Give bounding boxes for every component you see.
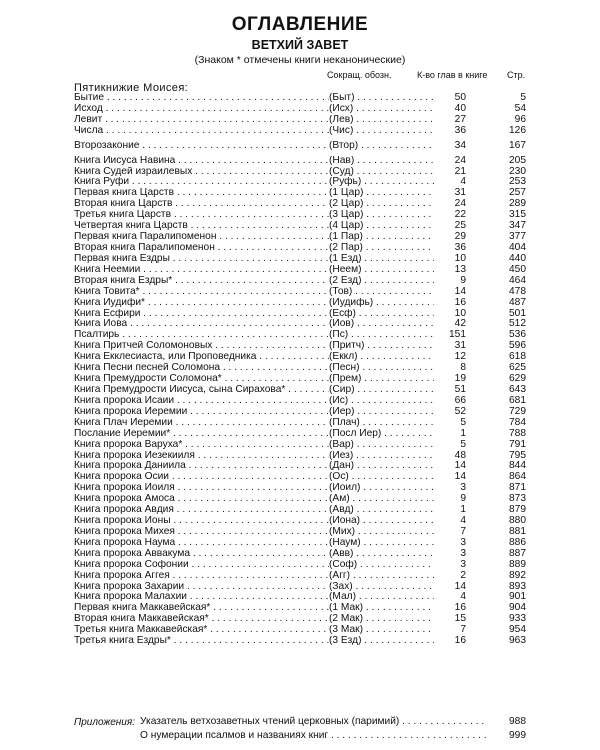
chapter-count: 3	[434, 483, 466, 494]
book-title: Числа . . .	[74, 126, 329, 137]
book-title: Третья книга Ездры* . . .	[74, 636, 329, 647]
toc-entry[interactable]	[74, 569, 526, 582]
page-number: 96	[514, 113, 526, 125]
chapter-count: 10	[434, 254, 466, 265]
book-abbreviation: (Суд) . . .	[329, 167, 439, 178]
book-abbreviation: (Иудифь) . . .	[329, 298, 439, 309]
book-abbreviation: (Исх) . . .	[329, 104, 439, 115]
book-title: Книга пророка Исаии . . .	[74, 396, 329, 407]
page-number: 784	[509, 416, 526, 428]
page-number: 126	[509, 124, 526, 136]
book-abbreviation: (4 Цар) . . .	[329, 221, 439, 232]
chapter-count: 12	[434, 352, 466, 363]
book-title: Книга пророка Ионы . . .	[74, 516, 329, 527]
toc-entries	[74, 92, 526, 647]
chapter-count: 3	[434, 538, 466, 549]
toc-entry[interactable]	[74, 613, 526, 625]
book-abbreviation: (1 Цар) . . .	[329, 188, 439, 199]
chapter-count: 29	[434, 232, 466, 243]
book-title: Книга пророка Захарии . . .	[74, 582, 329, 593]
chapter-count: 50	[434, 93, 466, 104]
page-number: 230	[509, 165, 526, 177]
page-number: 880	[509, 515, 526, 527]
toc-entry[interactable]	[74, 449, 526, 462]
toc-entry[interactable]	[74, 591, 526, 603]
book-title: Книга Есфири . . .	[74, 309, 329, 320]
page-number: 643	[509, 383, 526, 395]
appendix-label: Приложения:	[74, 717, 135, 728]
book-abbreviation: (Прем) . . .	[329, 374, 439, 385]
page-number: 886	[509, 536, 526, 548]
page-number: 404	[509, 241, 526, 253]
toc-entry[interactable]	[74, 92, 526, 104]
toc-entry[interactable]	[74, 547, 526, 560]
book-title: Книга пророка Иезекииля . . .	[74, 451, 329, 462]
page-number: 5	[520, 92, 526, 103]
page-number: 536	[509, 329, 526, 341]
chapter-count: 24	[434, 199, 466, 210]
book-abbreviation: (Посл Иер) . . .	[329, 429, 439, 440]
page-number: 795	[509, 449, 526, 461]
book-abbreviation: (Пс) . . .	[329, 330, 439, 341]
toc-entry[interactable]	[74, 383, 526, 396]
book-abbreviation: (Наум) . . .	[329, 538, 439, 549]
page-number: 315	[509, 209, 526, 221]
page-number: 253	[509, 176, 526, 188]
page-number: 864	[509, 471, 526, 483]
appendix-entry[interactable]	[140, 716, 526, 728]
chapter-count: 14	[434, 582, 466, 593]
column-header-chapters: К-во глав в книге	[417, 70, 488, 80]
book-abbreviation: (Нав) . . .	[329, 156, 439, 167]
page-number: 933	[509, 613, 526, 625]
page-number: 512	[509, 318, 526, 330]
book-title: Первая книга Маккавейская* . . .	[74, 603, 329, 614]
chapter-count: 14	[434, 287, 466, 298]
toc-entry[interactable]	[74, 394, 526, 407]
toc-entry[interactable]	[74, 329, 526, 341]
chapter-count: 13	[434, 265, 466, 276]
book-title: Четвертая книга Царств . . .	[74, 221, 329, 232]
book-title: Книга Судей израилевых . . .	[74, 167, 329, 178]
page-number: 871	[509, 482, 526, 494]
chapter-count: 9	[434, 494, 466, 505]
noncanonical-note: (Знаком * отмечены книги неканонические)	[194, 54, 406, 66]
chapter-count: 5	[434, 440, 466, 451]
toc-entry[interactable]	[74, 307, 526, 320]
book-abbreviation: (3 Цар) . . .	[329, 210, 439, 221]
page-number: 347	[509, 220, 526, 232]
chapter-count: 1	[434, 429, 466, 440]
chapter-count: 151	[434, 330, 466, 341]
book-title: Книга Песни песней Соломона . . .	[74, 363, 329, 374]
book-abbreviation: (1 Мак) . . .	[329, 603, 439, 614]
book-title: Исход . . .	[74, 104, 329, 115]
book-title: Книга Притчей Соломоновых . . .	[74, 341, 329, 352]
chapter-count: 16	[434, 603, 466, 614]
book-title: Второзаконие . . .	[74, 141, 329, 152]
toc-entry[interactable]	[74, 241, 526, 254]
toc-entry[interactable]	[74, 602, 526, 614]
book-title: Книга Екклесиаста, или Проповедника . . .	[74, 352, 329, 363]
book-abbreviation: (Руфь) . . .	[329, 177, 439, 188]
book-title: Послание Иеремии* . . .	[74, 429, 329, 440]
chapter-count: 22	[434, 210, 466, 221]
appendix-page: 988	[509, 716, 526, 727]
page-number: 596	[509, 340, 526, 352]
pentateuch-label: Пятикнижие Моисея:	[74, 82, 189, 94]
chapter-count: 31	[434, 341, 466, 352]
appendix-entry[interactable]	[140, 730, 526, 742]
chapter-count: 10	[434, 309, 466, 320]
toc-entry[interactable]	[74, 504, 526, 516]
page-number: 788	[509, 427, 526, 439]
page-number: 879	[509, 504, 526, 516]
chapter-count: 15	[434, 614, 466, 625]
chapter-count: 52	[434, 407, 466, 418]
book-abbreviation: (Плач) . . .	[329, 418, 439, 429]
chapter-count: 8	[434, 363, 466, 374]
toc-entry[interactable]	[74, 624, 526, 636]
page-number: 889	[509, 558, 526, 570]
column-header-page: Стр.	[507, 70, 526, 80]
book-abbreviation: (Еккл) . . .	[329, 352, 439, 363]
book-title: Левит . . .	[74, 115, 329, 126]
toc-entry[interactable]	[74, 220, 526, 232]
book-abbreviation: (Иер) . . .	[329, 407, 439, 418]
book-abbreviation: (Есф) . . .	[329, 309, 439, 320]
toc-entry[interactable]	[74, 113, 526, 126]
toc-entry[interactable]	[74, 536, 526, 549]
chapter-count: 14	[434, 461, 466, 472]
toc-entry[interactable]	[74, 493, 526, 505]
book-abbreviation: (3 Мак) . . .	[329, 625, 439, 636]
column-header-abbr: Сокращ. обозн.	[327, 70, 392, 80]
book-abbreviation: (Агг) . . .	[329, 571, 439, 582]
book-title: Книга пророка Иоиля . . .	[74, 483, 329, 494]
toc-entry[interactable]	[74, 515, 526, 527]
toc-entry[interactable]	[74, 274, 526, 287]
page-number: 681	[509, 394, 526, 406]
chapter-count: 1	[434, 505, 466, 516]
page-number: 893	[509, 580, 526, 592]
book-abbreviation: (Песн) . . .	[329, 363, 439, 374]
chapter-count: 19	[434, 374, 466, 385]
toc-entry[interactable]	[74, 154, 526, 167]
book-title: Книга пророка Амоса . . .	[74, 494, 329, 505]
page-number: 625	[509, 362, 526, 374]
toc-entry[interactable]	[74, 438, 526, 451]
book-title: Книга Плач Иеремии . . .	[74, 418, 329, 429]
chapter-count: 16	[434, 298, 466, 309]
book-title: Книга пророка Софонии . . .	[74, 560, 329, 571]
book-title: Вторая книга Царств . . .	[74, 199, 329, 210]
book-abbreviation: (Неем) . . .	[329, 265, 439, 276]
toc-entry[interactable]	[74, 558, 526, 571]
book-abbreviation: (Мал) . . .	[329, 592, 439, 603]
chapter-count: 40	[434, 104, 466, 115]
toc-entry[interactable]	[74, 209, 526, 221]
toc-entry[interactable]	[74, 285, 526, 298]
book-abbreviation: (2 Мак) . . .	[329, 614, 439, 625]
book-title: Вторая книга Маккавейская* . . .	[74, 614, 329, 625]
page-number: 450	[509, 263, 526, 275]
toc-entry[interactable]	[74, 580, 526, 593]
toc-entry[interactable]	[74, 405, 526, 418]
chapter-count: 27	[434, 115, 466, 126]
chapter-count: 16	[434, 636, 466, 647]
toc-entry[interactable]	[74, 139, 526, 152]
chapter-count: 14	[434, 472, 466, 483]
book-title: Первая книга Паралипоменон . . .	[74, 232, 329, 243]
book-abbreviation: (Мих) . . .	[329, 527, 439, 538]
book-abbreviation: (2 Пар) . . .	[329, 243, 439, 254]
page-number: 205	[509, 154, 526, 166]
book-abbreviation: (2 Цар) . . .	[329, 199, 439, 210]
page-number: 892	[509, 569, 526, 581]
book-abbreviation: (Иона) . . .	[329, 516, 439, 527]
page-number: 464	[509, 274, 526, 286]
book-abbreviation: (Втор) . . .	[329, 141, 439, 152]
page-number: 478	[509, 285, 526, 297]
book-abbreviation: (Иов) . . .	[329, 319, 439, 330]
book-title: Третья книга Маккавейская* . . .	[74, 625, 329, 636]
book-abbreviation: (Лев) . . .	[329, 115, 439, 126]
page-number: 289	[509, 198, 526, 210]
page-number: 377	[509, 231, 526, 243]
chapter-count: 25	[434, 221, 466, 232]
book-title: Книга Премудрости Иисуса, сына Сирахова* . . .	[74, 385, 329, 396]
book-abbreviation: (Дан) . . .	[329, 461, 439, 472]
appendix-title: О нумерации псалмов и названиях книг . . .	[140, 730, 486, 742]
page-number: 901	[509, 591, 526, 603]
chapter-count: 9	[434, 276, 466, 287]
chapter-count: 4	[434, 592, 466, 603]
page-number: 167	[509, 139, 526, 151]
book-title: Бытие . . .	[74, 93, 329, 104]
page-number: 904	[509, 602, 526, 614]
chapter-count: 36	[434, 243, 466, 254]
chapter-count: 24	[434, 156, 466, 167]
book-abbreviation: (Ис) . . .	[329, 396, 439, 407]
toc-entry[interactable]	[74, 102, 526, 115]
chapter-count: 34	[434, 141, 466, 152]
book-title: Вторая книга Паралипоменон . . .	[74, 243, 329, 254]
page-number: 440	[509, 252, 526, 264]
chapter-count: 21	[434, 167, 466, 178]
book-title: Книга пророка Осии . . .	[74, 472, 329, 483]
book-title: Книга пророка Иеремии . . .	[74, 407, 329, 418]
page-number: 629	[509, 373, 526, 385]
chapter-count: 7	[434, 527, 466, 538]
book-abbreviation: (Сир) . . .	[329, 385, 439, 396]
page-number: 844	[509, 460, 526, 472]
book-title: Первая книга Царств . . .	[74, 188, 329, 199]
book-abbreviation: (Соф) . . .	[329, 560, 439, 571]
page-number: 618	[509, 351, 526, 363]
toc-entry[interactable]	[74, 635, 526, 647]
chapter-count: 4	[434, 177, 466, 188]
chapter-count: 3	[434, 549, 466, 560]
book-title: Книга пророка Аввакума . . .	[74, 549, 329, 560]
book-title: Книга пророка Даниила . . .	[74, 461, 329, 472]
chapter-count: 7	[434, 625, 466, 636]
book-title: Книга пророка Наума . . .	[74, 538, 329, 549]
toc-entry[interactable]	[74, 176, 526, 188]
chapter-count: 4	[434, 516, 466, 527]
book-title: Книга пророка Михея . . .	[74, 527, 329, 538]
toc-entry[interactable]	[74, 198, 526, 210]
chapter-count: 31	[434, 188, 466, 199]
page-number: 873	[509, 493, 526, 505]
book-title: Книга Неемии . . .	[74, 265, 329, 276]
chapter-count: 51	[434, 385, 466, 396]
toc-entry[interactable]	[74, 296, 526, 309]
chapter-count: 2	[434, 571, 466, 582]
book-title: Книга пророка Аггея . . .	[74, 571, 329, 582]
toc-entry[interactable]	[74, 525, 526, 538]
book-title: Книга Премудрости Соломона* . . .	[74, 374, 329, 385]
toc-entry[interactable]	[74, 471, 526, 483]
toc-entry[interactable]	[74, 165, 526, 178]
book-title: Третья книга Царств . . .	[74, 210, 329, 221]
book-abbreviation: (Быт) . . .	[329, 93, 439, 104]
book-title: Книга Иисуса Навина . . .	[74, 156, 329, 167]
toc-entry[interactable]	[74, 252, 526, 265]
book-abbreviation: (Иез) . . .	[329, 451, 439, 462]
toc-entry[interactable]	[74, 373, 526, 385]
toc-entry[interactable]	[74, 351, 526, 363]
page-title: ОГЛАВЛЕНИЕ	[231, 14, 369, 35]
section-title: ВЕТХИЙ ЗАВЕТ	[251, 38, 349, 52]
page-number: 963	[509, 635, 526, 647]
book-abbreviation: (2 Езд) . . .	[329, 276, 439, 287]
appendix-page: 999	[509, 730, 526, 741]
toc-entry[interactable]	[74, 187, 526, 199]
book-title: Первая книга Ездры . . .	[74, 254, 329, 265]
book-abbreviation: (Чис) . . .	[329, 126, 439, 137]
book-abbreviation: (1 Езд) . . .	[329, 254, 439, 265]
book-abbreviation: (Ам) . . .	[329, 494, 439, 505]
book-abbreviation: (Иоил) . . .	[329, 483, 439, 494]
chapter-count: 48	[434, 451, 466, 462]
chapter-count: 5	[434, 418, 466, 429]
book-abbreviation: (Авв) . . .	[329, 549, 439, 560]
book-title: Книга Иудифи* . . .	[74, 298, 329, 309]
toc-entry[interactable]	[74, 362, 526, 374]
book-title: Книга пророка Варуха* . . .	[74, 440, 329, 451]
book-abbreviation: (Вар) . . .	[329, 440, 439, 451]
book-title: Вторая книга Ездры* . . .	[74, 276, 329, 287]
toc-entry[interactable]	[74, 124, 526, 137]
page-number: 881	[509, 525, 526, 537]
book-abbreviation: (Авд) . . .	[329, 505, 439, 516]
page-number: 487	[509, 296, 526, 308]
toc-entry[interactable]	[74, 340, 526, 352]
book-abbreviation: (Притч) . . .	[329, 341, 439, 352]
book-abbreviation: (Зах) . . .	[329, 582, 439, 593]
book-abbreviation: (1 Пар) . . .	[329, 232, 439, 243]
chapter-count: 3	[434, 560, 466, 571]
page-number: 501	[509, 307, 526, 319]
book-title: Псалтирь . . .	[74, 330, 329, 341]
page-number: 887	[509, 547, 526, 559]
page-number: 729	[509, 405, 526, 417]
book-abbreviation: (Тов) . . .	[329, 287, 439, 298]
appendix-title: Указатель ветхозаветных чтений церковных (паримий) . . .	[140, 716, 486, 728]
chapter-count: 42	[434, 319, 466, 330]
book-title: Книга Товита* . . .	[74, 287, 329, 298]
book-title: Книга Руфи . . .	[74, 177, 329, 188]
book-title: Книга пророка Авдия . . .	[74, 505, 329, 516]
toc-entry[interactable]	[74, 231, 526, 243]
book-abbreviation: (3 Езд) . . .	[329, 636, 439, 647]
book-abbreviation: (Ос) . . .	[329, 472, 439, 483]
toc-entry[interactable]	[74, 460, 526, 472]
book-title: Книга Иова . . .	[74, 319, 329, 330]
toc-entry[interactable]	[74, 482, 526, 494]
page-number: 257	[509, 187, 526, 199]
toc-entry[interactable]	[74, 416, 526, 429]
chapter-count: 36	[434, 126, 466, 137]
page-number: 54	[514, 102, 526, 114]
chapter-count: 66	[434, 396, 466, 407]
toc-entry[interactable]	[74, 263, 526, 276]
page-number: 954	[509, 624, 526, 636]
book-title: Книга пророка Малахии . . .	[74, 592, 329, 603]
page-number: 791	[509, 438, 526, 450]
toc-entry[interactable]	[74, 427, 526, 440]
